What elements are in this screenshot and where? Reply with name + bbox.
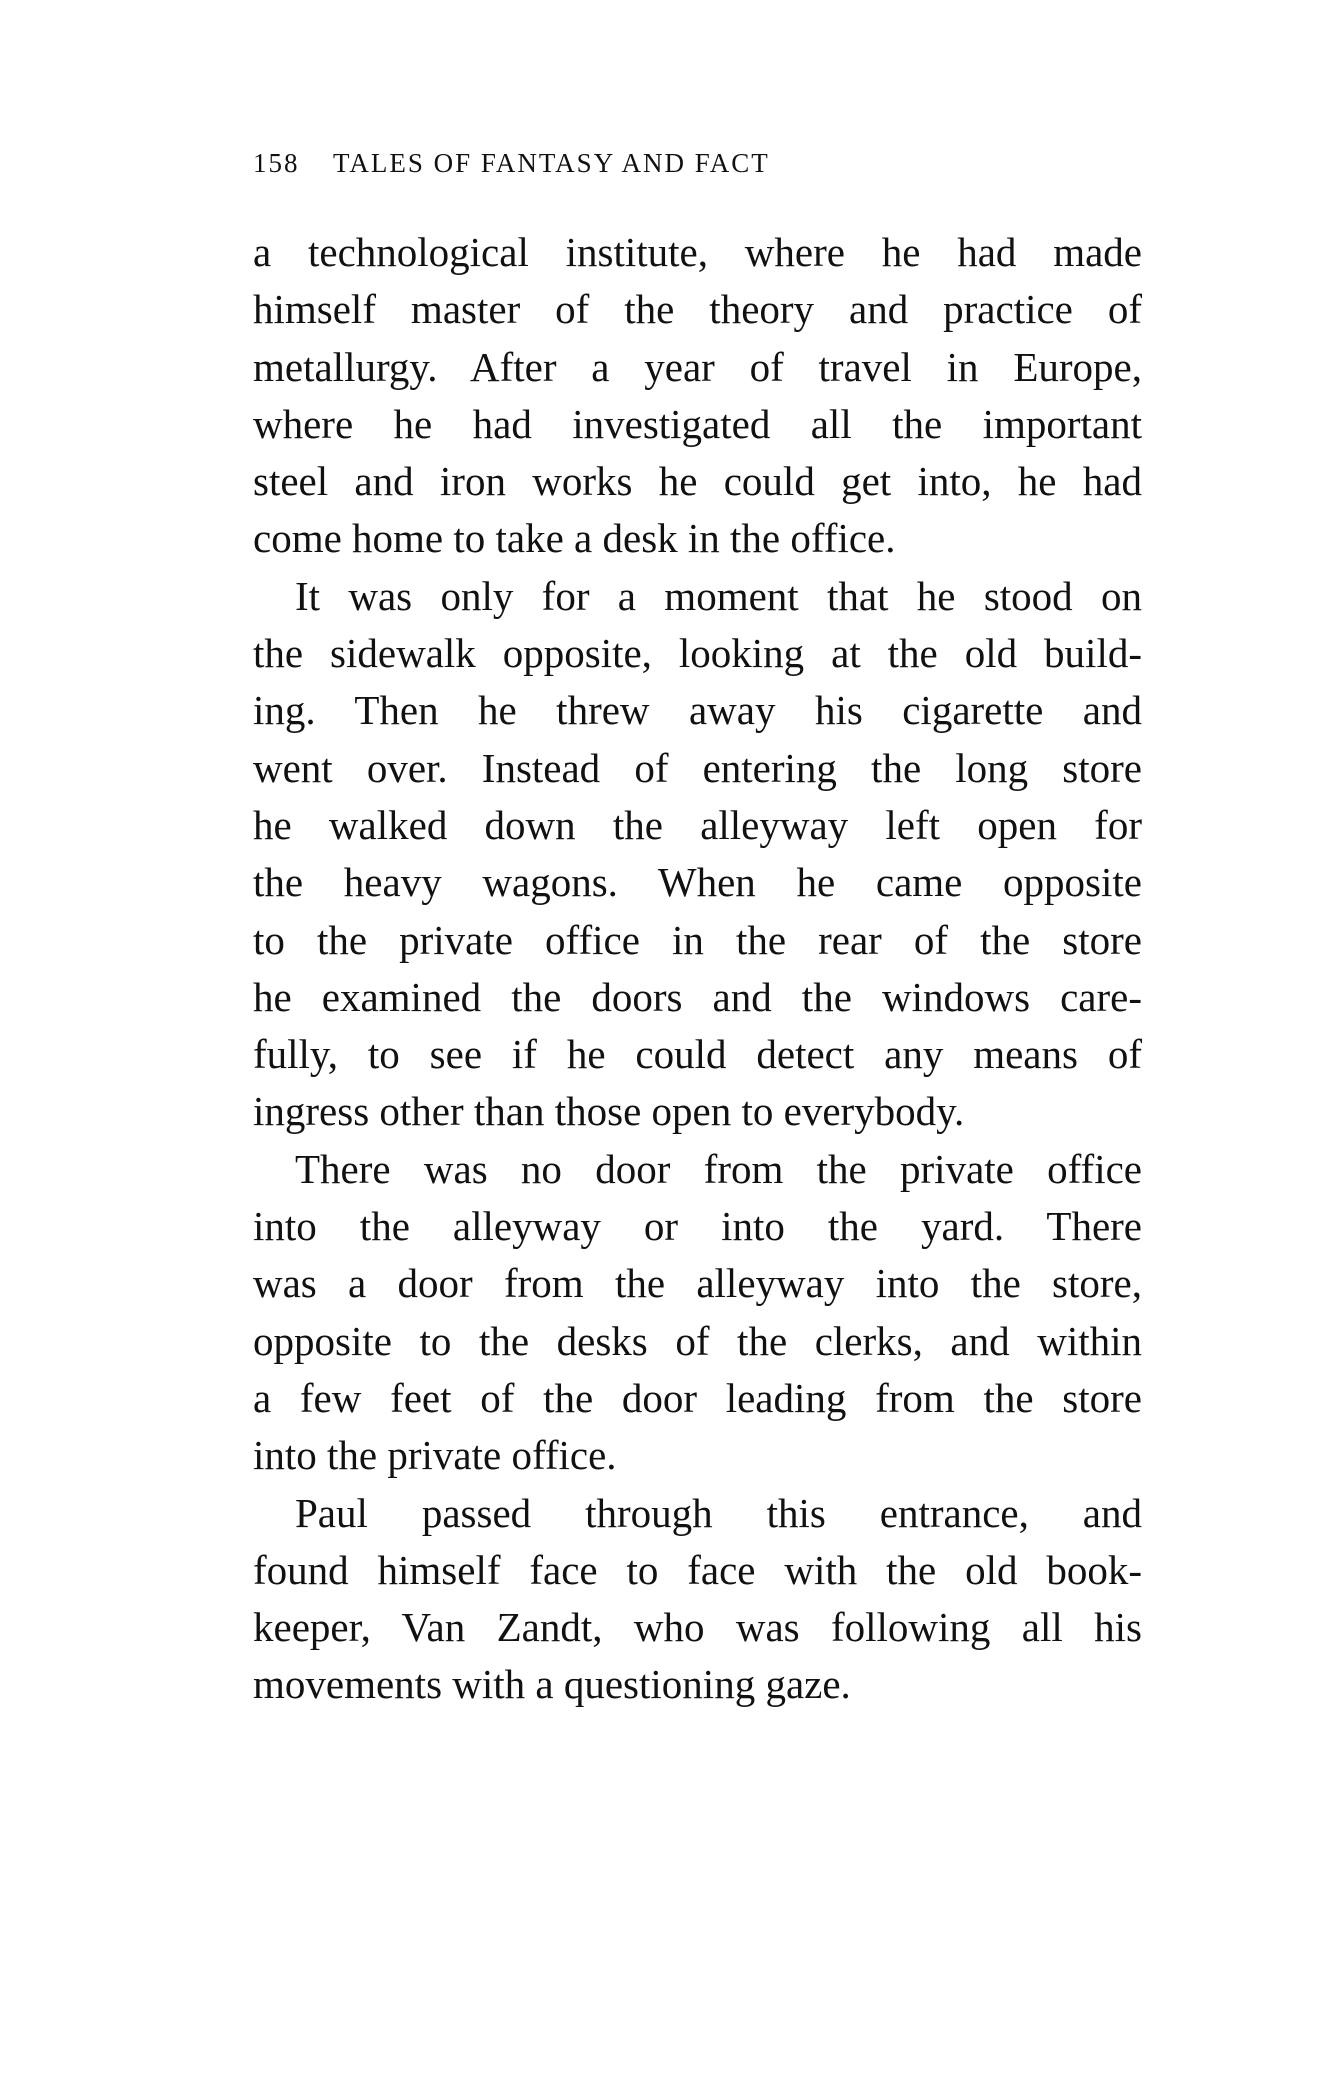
text-line [253, 1542, 1142, 1599]
text-line-content: come home to take a desk in the office. [253, 515, 896, 562]
text-line-content: into the alleyway or into the yard. There [253, 1203, 1142, 1250]
text-line [253, 969, 1142, 1026]
text-line-content: movements with a questioning gaze. [253, 1661, 851, 1708]
running-title: TALES OF FANTASY AND FACT [333, 148, 770, 178]
text-line [253, 1370, 1142, 1427]
text-line-content: ingress other than those open to everybody. [253, 1088, 965, 1135]
text-line [253, 453, 1142, 510]
text-line [253, 1485, 1142, 1542]
text-line [253, 1427, 1142, 1484]
page-number: 158 [253, 148, 300, 178]
text-line-content: himself master of the theory and practice of [253, 286, 1142, 333]
text-line-content: where he had investigated all the important [253, 400, 1142, 447]
text-line-content: There was no door from the private office [295, 1145, 1142, 1192]
text-line [253, 797, 1142, 854]
text-line-content: was a door from the alleyway into the store, [253, 1260, 1142, 1307]
text-line-content: It was only for a moment that he stood on [295, 572, 1142, 619]
text-line-content: metallurgy. After a year of travel in Europe, [253, 343, 1142, 390]
text-line-content: ing. Then he threw away his cigarette and [253, 687, 1142, 734]
text-line-content: he walked down the alleyway left open for [253, 801, 1142, 848]
text-line [253, 281, 1142, 338]
text-line-content: went over. Instead of entering the long store [253, 744, 1142, 791]
text-line-content: keeper, Van Zandt, who was following all his [253, 1604, 1142, 1651]
running-header [253, 148, 1142, 188]
text-line-content: a technological institute, where he had made [253, 229, 1142, 275]
text-line [253, 1141, 1142, 1198]
text-line [253, 1083, 1142, 1140]
text-line-content: to the private office in the rear of the store [253, 916, 1142, 963]
text-line [253, 396, 1142, 453]
text-line [253, 339, 1142, 396]
text-line [253, 1656, 1142, 1713]
text-line [253, 1198, 1142, 1255]
text-line [253, 682, 1142, 739]
text-line [253, 625, 1142, 682]
text-line [253, 1313, 1142, 1370]
text-line-content: a few feet of the door leading from the store [253, 1374, 1142, 1421]
text-line [253, 224, 1142, 281]
text-line-content: he examined the doors and the windows care- [253, 973, 1142, 1020]
text-line [253, 510, 1142, 567]
body-text [253, 224, 1142, 1714]
text-line-content: into the private office. [253, 1432, 617, 1479]
text-line [253, 1026, 1142, 1083]
text-line [253, 568, 1142, 625]
text-line-content: Paul passed through this entrance, and [295, 1489, 1142, 1536]
text-line-content: steel and iron works he could get into, he had [253, 458, 1142, 505]
text-line-content: found himself face to face with the old book- [253, 1546, 1142, 1593]
text-line-content: opposite to the desks of the clerks, and within [253, 1317, 1142, 1364]
text-line [253, 1255, 1142, 1312]
text-line-content: the sidewalk opposite, looking at the old build- [253, 630, 1142, 677]
text-line [253, 1599, 1142, 1656]
text-line [253, 912, 1142, 969]
text-line [253, 854, 1142, 911]
text-line-content: fully, to see if he could detect any means of [253, 1031, 1142, 1078]
text-line-content: the heavy wagons. When he came opposite [253, 859, 1142, 906]
text-line [253, 740, 1142, 797]
